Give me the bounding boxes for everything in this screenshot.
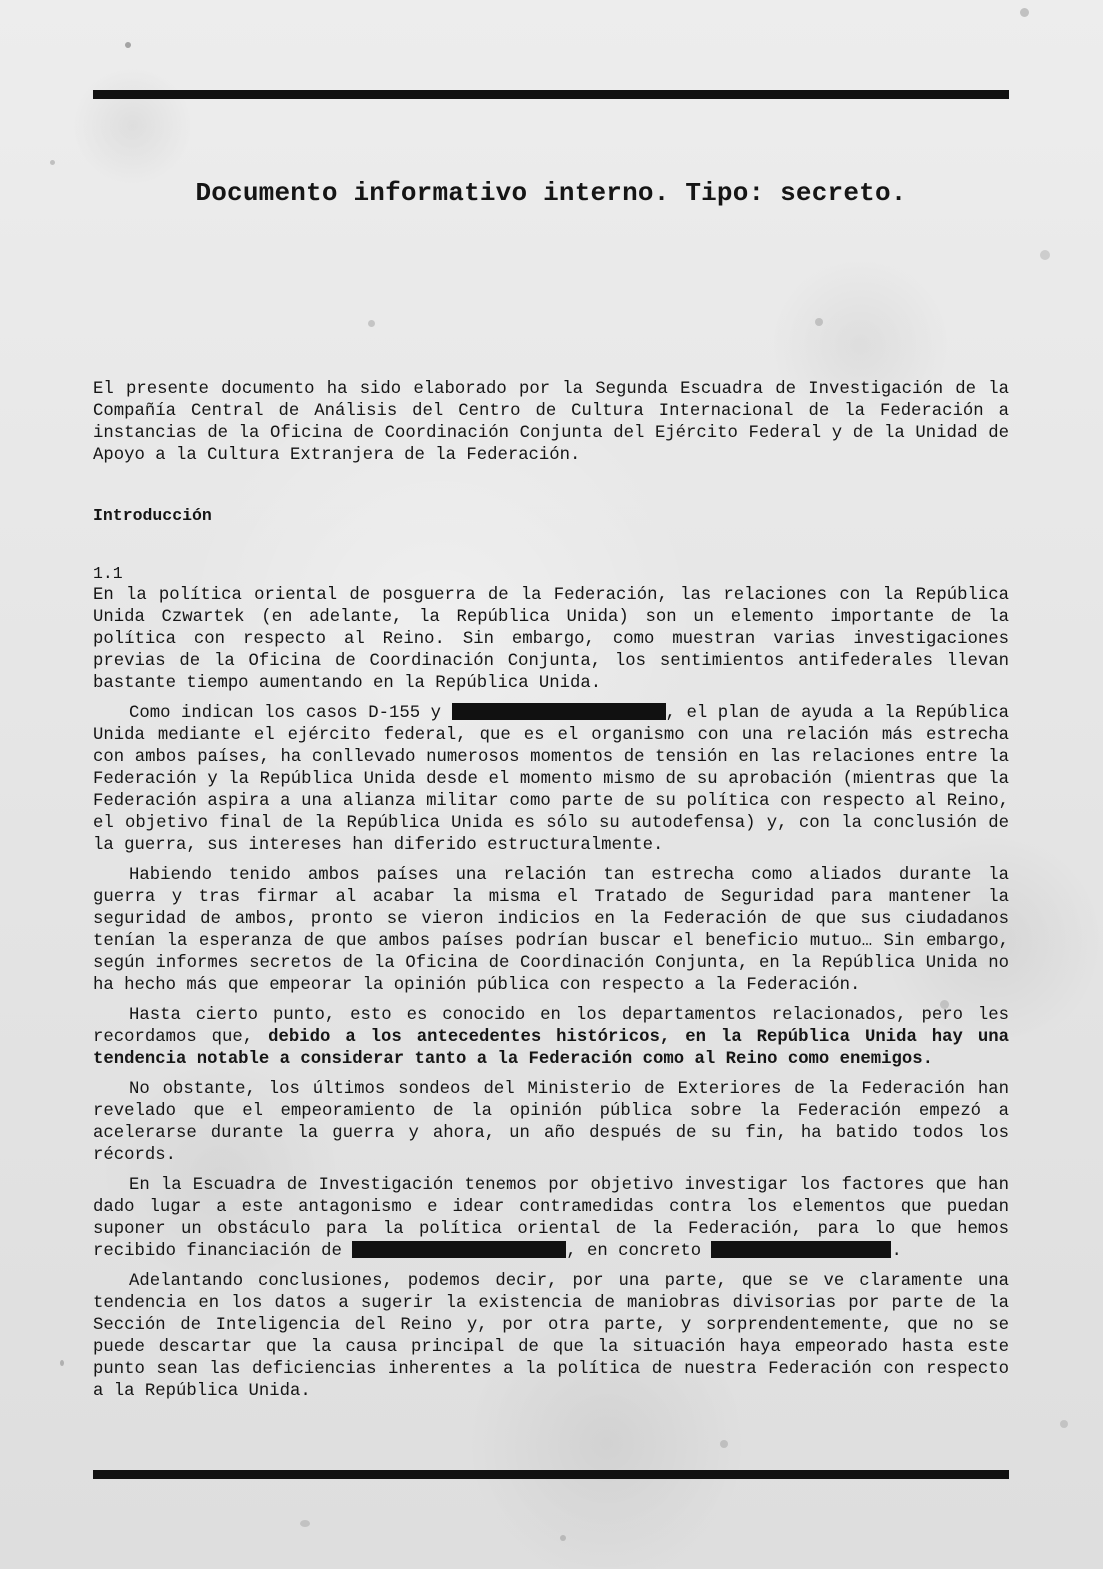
paragraph-2: [93, 703, 1009, 857]
paragraph-6: [93, 1175, 1009, 1263]
paragraph-2-text-a: Como indican los casos D-155 y: [129, 704, 452, 723]
top-rule: [93, 90, 1009, 99]
paragraph-7: Adelantando conclusiones, podemos decir, por una parte, que se ve claramente una tendencia en los datos a sugerir la existencia de maniobras divisorias por parte de la Sección de Inteligencia del Reino y, por otra parte, y sorprendentemente, que no se puede descartar que la causa principal de que la situación haya empeorado hasta este punto sean las deficiencias inherentes a la política de nuestra Federación con respecto a la República Unida.: [93, 1272, 1009, 1401]
paragraph-4-emphasis: debido a los antecedentes históricos, en la República Unida hay una tendencia notable a considerar tanto a la Federación como al Reino como enemigos.: [93, 1028, 1009, 1069]
paper-speck: [1060, 1420, 1068, 1428]
document-body: [93, 379, 1009, 1403]
paper-speck: [1020, 8, 1029, 17]
paper-speck: [125, 42, 131, 48]
paragraph-6-text-c: .: [891, 1242, 902, 1261]
paper-speck: [720, 1440, 728, 1448]
document-title: Documento informativo interno. Tipo: secreto.: [195, 178, 907, 208]
paragraph-4-text: Hasta cierto punto, esto es conocido en los departamentos relacionados, pero les recordamos que,: [93, 1006, 1009, 1047]
paragraph-4: [93, 1005, 1009, 1071]
redaction-bar: [452, 703, 666, 720]
paper-speck: [1040, 250, 1050, 260]
paragraph-3: Habiendo tenido ambos países una relación tan estrecha como aliados durante la guerra y tras firmar al acabar la misma el Tratado de Seguridad para mantener la seguridad de ambos, pronto se vieron indicios en la Federación de que sus ciudadanos tenían la esperanza de que ambos países podrían buscar el beneficio mutuo… Sin embargo, según informes secretos de la Oficina de Coordinación Conjunta, en la República Unida no ha hecho más que empeorar la opinión pública con respecto a la Federación.: [93, 866, 1009, 995]
section-number: 1.1: [93, 564, 123, 583]
paragraph-6-text-b: , en concreto: [566, 1242, 712, 1261]
paper-speck: [560, 1535, 566, 1541]
paper-speck: [368, 320, 375, 327]
paper-speck: [60, 1360, 64, 1366]
paragraph-2-text-b: , el plan de ayuda a la República Unida mediante el ejército federal, que es el organismo con una relación más estrecha con ambos países, ha conllevado numerosos momentos de tensión en las relaciones entre la Federación y la República Unida desde el momento mismo de su aprobación (mientras que la Federación aspira a una alianza militar como parte de su política con respecto al Reino, el objetivo final de la República Unida es sólo su autodefensa) y, con la conclusión de la guerra, sus intereses han diferido estructuralmente.: [93, 704, 1009, 855]
bottom-rule: [93, 1470, 1009, 1479]
intro-paragraph: El presente documento ha sido elaborado por la Segunda Escuadra de Investigación de la Compañía Central de Análisis del Centro de Cultura Internacional de la Federación a instancias de la Oficina de Coordinación Conjunta del Ejército Federal y de la Unidad de Apoyo a la Cultura Extranjera de la Federación.: [93, 380, 1009, 465]
paper-speck: [815, 318, 823, 326]
paragraph-5: No obstante, los últimos sondeos del Ministerio de Exteriores de la Federación han revelado que el empeoramiento de la opinión pública sobre la Federación empezó a acelerarse durante la guerra y ahora, un año después de su fin, ha batido todos los récords.: [93, 1080, 1009, 1165]
paper-speck: [50, 160, 55, 165]
paragraph-1: En la política oriental de posguerra de la Federación, las relaciones con la República Unida Czwartek (en adelante, la República Unida) son un elemento importante de la política con respecto al Reino. Sin embargo, como muestran varias investigaciones previas de la Oficina de Coordinación Conjunta, los sentimientos antifederales llevan bastante tiempo aumentando en la República Unida.: [93, 586, 1009, 693]
paper-speck: [300, 1520, 310, 1527]
paragraph-6-text-a: En la Escuadra de Investigación tenemos por objetivo investigar los factores que han dado lugar a este antagonismo e idear contramedidas contra los elementos que puedan suponer un obstáculo para la política oriental de la Federación, para lo que hemos recibido financiación de: [93, 1176, 1009, 1261]
redaction-bar: [711, 1241, 891, 1258]
section-heading: Introducción: [93, 506, 212, 525]
redaction-bar: [352, 1241, 566, 1258]
